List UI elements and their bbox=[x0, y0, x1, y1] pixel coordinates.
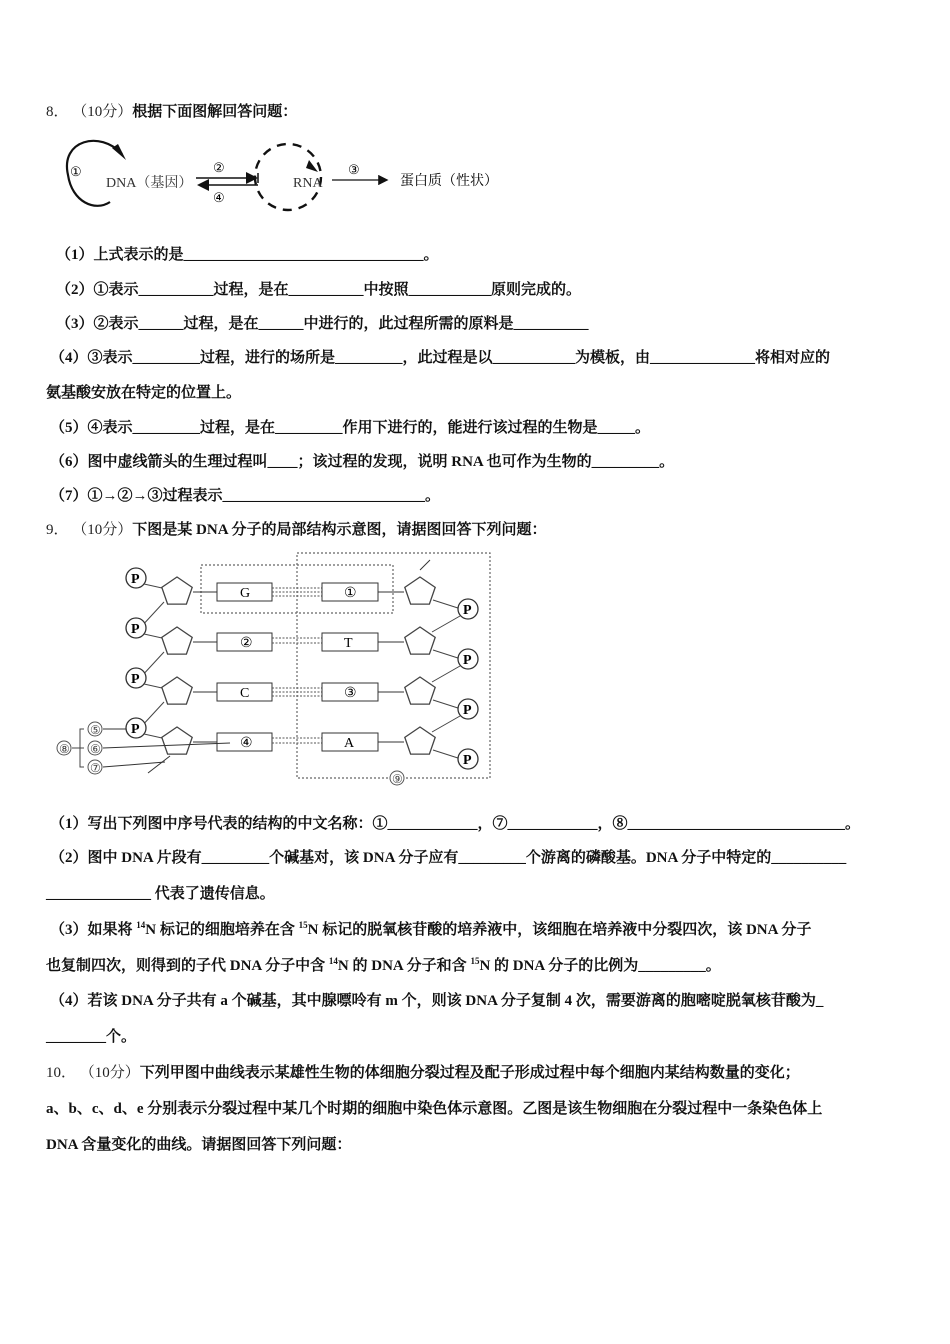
phosphate-label: P bbox=[131, 622, 140, 637]
q10-score: （10分） bbox=[79, 1065, 140, 1081]
text: N 的 DNA 分子的比例为_________。 bbox=[479, 958, 721, 974]
q9-item-3 bbox=[50, 920, 811, 940]
phosphate-label: P bbox=[463, 703, 472, 718]
phosphate-label: P bbox=[131, 572, 140, 587]
deoxyribose-pentagon bbox=[405, 677, 435, 704]
q9-number: 9． bbox=[46, 522, 69, 538]
q8-item-4-cont: 氨基酸安放在特定的位置上。 bbox=[46, 385, 242, 401]
q8-item-6: （6）图中虚线箭头的生理过程叫____；该过程的发现，说明 RNA 也可作为生物的_________。 bbox=[50, 454, 675, 470]
base-label: ① bbox=[344, 586, 357, 601]
superscript: 15 bbox=[470, 956, 480, 966]
q8-central-dogma-diagram bbox=[0, 130, 560, 220]
base-label: A bbox=[344, 736, 355, 751]
q8-item-1: （1）上式表示的是________________________________。 bbox=[56, 247, 439, 263]
q8-prompt: 根据下面图解回答问题： bbox=[132, 104, 298, 120]
q8-item-4: （4）③表示_________过程，进行的场所是_________，此过程是以___________为模板，由______________将相对应的 bbox=[50, 350, 831, 366]
deoxyribose-pentagon bbox=[405, 577, 435, 604]
base-label: G bbox=[240, 586, 251, 601]
label-7: ⑦ bbox=[90, 761, 101, 775]
label-8: ⑧ bbox=[59, 742, 70, 756]
protein-label: 蛋白质（性状） bbox=[400, 174, 498, 189]
text: N 标记的细胞培养在含 bbox=[145, 922, 299, 938]
q9-item-2-cont: ______________ 代表了遗传信息。 bbox=[46, 886, 275, 902]
q9-item-2: （2）图中 DNA 片段有_________个碱基对，该 DNA 分子应有_________个游离的磷酸基。DNA 分子中特定的__________ bbox=[50, 850, 847, 866]
deoxyribose-pentagon bbox=[162, 677, 192, 704]
q8-number: 8． bbox=[46, 104, 69, 120]
base-label: C bbox=[240, 686, 250, 701]
q10-header bbox=[46, 1063, 800, 1083]
dna-label: DNA（基因） bbox=[106, 176, 193, 191]
q10-number: 10． bbox=[46, 1065, 77, 1081]
text: N 的 DNA 分子和含 bbox=[337, 958, 471, 974]
q9-header bbox=[46, 520, 546, 540]
phosphate-label: P bbox=[463, 603, 472, 618]
text: （3）如果将 bbox=[50, 922, 137, 938]
superscript: 15 bbox=[298, 920, 308, 930]
q10-line-3: DNA 含量变化的曲线。请据图回答下列问题： bbox=[46, 1137, 352, 1153]
base-label: ② bbox=[240, 636, 253, 651]
q8-score: （10分） bbox=[72, 104, 133, 120]
deoxyribose-pentagon bbox=[162, 627, 192, 654]
text: N 标记的脱氧核苷酸的培养液中，该细胞在培养液中分裂四次，该 DNA 分子 bbox=[307, 922, 812, 938]
q10-line-2: a、b、c、d、e 分别表示分裂过程中某几个时期的细胞中染色体示意图。乙图是该生物细胞在分裂过程中一条染色体上 bbox=[46, 1101, 823, 1117]
q8-item-5: （5）④表示_________过程，是在_________作用下进行的，能进行该过程的生物是_____。 bbox=[50, 420, 651, 436]
label-4: ④ bbox=[213, 190, 225, 205]
rna-label: RNA bbox=[293, 176, 323, 191]
q9-score: （10分） bbox=[72, 522, 133, 538]
q8-item-3: （3）②表示______过程，是在______中进行的，此过程所需的原料是__________ bbox=[56, 316, 589, 332]
label-2: ② bbox=[213, 160, 225, 175]
deoxyribose-pentagon bbox=[405, 727, 435, 754]
q9-dna-structure-diagram bbox=[0, 540, 520, 790]
q10-line-1: 下列甲图中曲线表示某雄性生物的体细胞分裂过程及配子形成过程中每个细胞内某结构数量的变化； bbox=[139, 1065, 800, 1081]
phosphate-label: P bbox=[131, 722, 140, 737]
base-label: ③ bbox=[344, 686, 357, 701]
q9-item-4-cont: ________个。 bbox=[46, 1029, 137, 1045]
phosphate-label: P bbox=[131, 672, 140, 687]
deoxyribose-pentagon bbox=[162, 577, 192, 604]
label-3: ③ bbox=[348, 162, 360, 177]
superscript: 14 bbox=[328, 956, 338, 966]
base-label: T bbox=[344, 636, 353, 651]
q8-header bbox=[46, 102, 297, 122]
superscript: 14 bbox=[136, 920, 146, 930]
deoxyribose-pentagon bbox=[162, 727, 192, 754]
text: 也复制四次，则得到的子代 DNA 分子中含 bbox=[46, 958, 329, 974]
q9-item-1: （1）写出下列图中序号代表的结构的中文名称：①____________，⑦____________，⑧_____________________________。 bbox=[50, 816, 861, 832]
phosphate-label: P bbox=[463, 653, 472, 668]
q9-item-4: （4）若该 DNA 分子共有 a 个碱基，其中腺嘌呤有 m 个，则该 DNA 分子复制 4 次，需要游离的胞嘧啶脱氧核苷酸为_ bbox=[50, 993, 824, 1009]
phosphate-label: P bbox=[463, 753, 472, 768]
q9-item-3-cont bbox=[46, 956, 721, 976]
label-5: ⑤ bbox=[90, 723, 101, 737]
q9-prompt: 下图是某 DNA 分子的局部结构示意图，请据图回答下列问题： bbox=[132, 522, 547, 538]
deoxyribose-pentagon bbox=[405, 627, 435, 654]
q8-item-7: （7）①→②→③过程表示___________________________。 bbox=[50, 488, 441, 504]
label-9: ⑨ bbox=[392, 772, 403, 786]
label-1: ① bbox=[70, 164, 82, 179]
base-label: ④ bbox=[240, 736, 253, 751]
label-6: ⑥ bbox=[90, 742, 101, 756]
q8-item-2: （2）①表示__________过程，是在__________中按照___________原则完成的。 bbox=[56, 282, 582, 298]
